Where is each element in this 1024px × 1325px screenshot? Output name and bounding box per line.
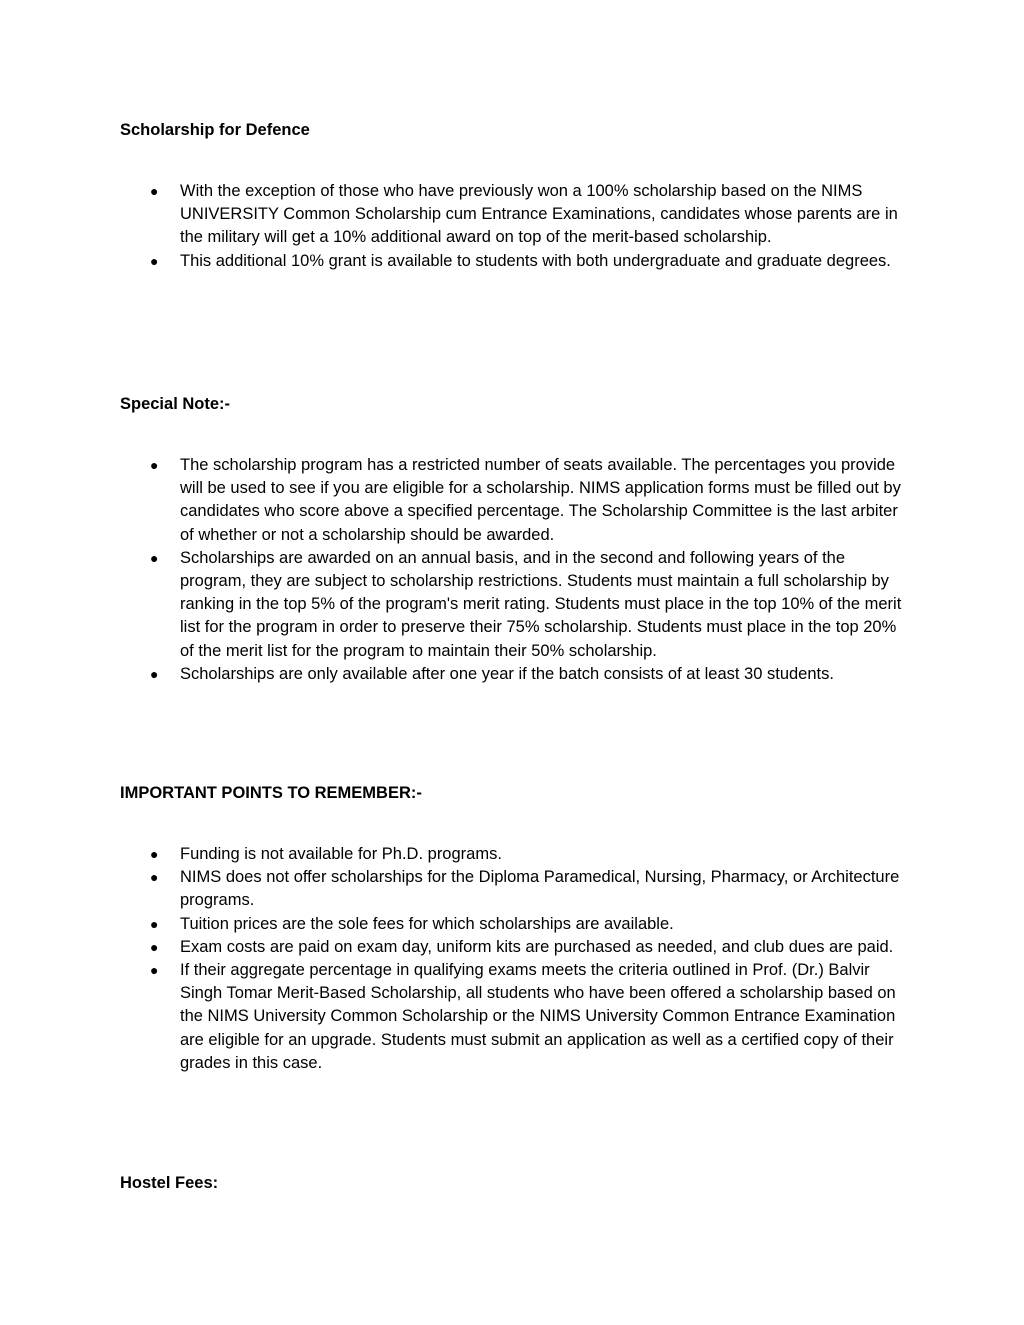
section-hostel-fees <box>120 1172 910 1195</box>
section-scholarship-for-defence <box>120 119 910 273</box>
bullet-icon: ● <box>150 962 159 979</box>
section-heading: IMPORTANT POINTS TO REMEMBER:- <box>120 784 422 802</box>
list-item-text: If their aggregate percentage in qualifying exams meets the criteria outlined in Prof. (Dr.) Balvir Singh Tomar Merit-Based Scholarship, all students who have been offered a scholarship based on the NIMS University Common Scholarship or the NIMS University Common Entrance Examination are eligible for an upgrade. Students must submit an application as well as a certified copy of their grades in this case. <box>180 961 896 1072</box>
list-item-text: Scholarships are only available after one year if the batch consists of at least 30 students. <box>180 664 834 683</box>
bullet-list <box>120 843 910 1075</box>
bullet-icon: ● <box>150 869 159 886</box>
section-heading: Hostel Fees: <box>120 1174 219 1192</box>
section-heading: Special Note:- <box>120 395 231 413</box>
list-item <box>120 913 910 936</box>
list-item <box>120 843 910 866</box>
list-item <box>120 180 910 250</box>
bullet-icon: ● <box>150 915 159 932</box>
list-item <box>120 936 910 959</box>
list-item <box>120 547 910 663</box>
bullet-list <box>120 180 910 273</box>
bullet-icon: ● <box>150 549 159 566</box>
bullet-icon: ● <box>150 665 159 682</box>
list-item-text: Tuition prices are the sole fees for which scholarships are available. <box>180 914 674 933</box>
bullet-icon: ● <box>150 183 159 199</box>
list-item <box>120 250 910 273</box>
bullet-icon: ● <box>150 938 159 955</box>
list-item-text: Exam costs are paid on exam day, uniform kits are purchased as needed, and club dues are paid. <box>180 937 894 956</box>
list-item-text: Scholarships are awarded on an annual basis, and in the second and following years of the program, they are subject to scholarship restrictions. Students must maintain a full scholarship by ranking in the top 5% of the program's merit rating. Students must place in the top 10% of the merit list for the program in order to preserve their 75% scholarship. Students must place in the top 20% of the merit list for the program to maintain their 50% scholarship. <box>180 548 902 660</box>
section-important-points <box>120 782 910 1075</box>
list-item <box>120 454 910 547</box>
bullet-icon: ● <box>150 457 159 473</box>
section-special-note <box>120 393 910 686</box>
bullet-list <box>120 454 910 686</box>
list-item-text: This additional 10% grant is available to students with both undergraduate and graduate degrees. <box>180 251 891 270</box>
bullet-icon: ● <box>150 252 159 269</box>
list-item <box>120 959 910 1075</box>
list-item-text: With the exception of those who have previously won a 100% scholarship based on the NIMS UNIVERSITY Common Scholarship cum Entrance Examinations, candidates whose parents are in the military will get a 10% additional award on top of the merit-based scholarship. <box>180 182 898 247</box>
list-item-text: NIMS does not offer scholarships for the Diploma Paramedical, Nursing, Pharmacy, or Architecture programs. <box>180 868 900 910</box>
bullet-icon: ● <box>150 846 159 862</box>
list-item <box>120 663 910 686</box>
section-heading: Scholarship for Defence <box>120 121 310 139</box>
list-item-text: The scholarship program has a restricted number of seats available. The percentages you provide will be used to see if you are eligible for a scholarship. NIMS application forms must be filled out by candidates who score above a specified percentage. The Scholarship Committee is the last arbiter of whether or not a scholarship should be awarded. <box>180 456 901 544</box>
list-item-text: Funding is not available for Ph.D. programs. <box>180 845 502 863</box>
list-item <box>120 866 910 912</box>
